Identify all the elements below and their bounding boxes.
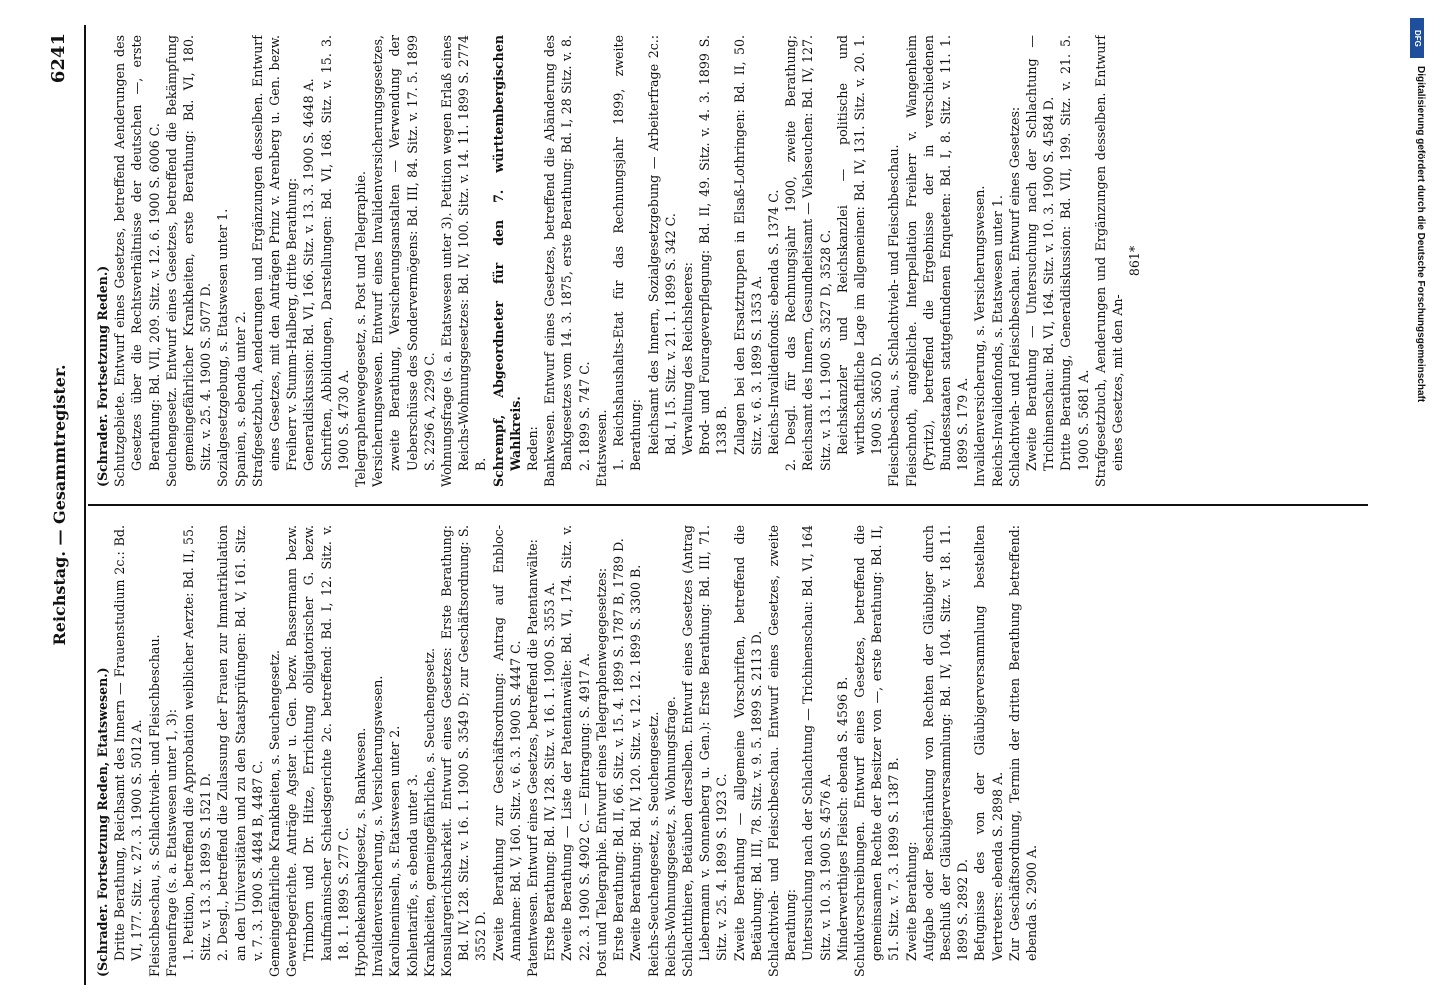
index-entry: 2. Desgl., betreffend die Zulassung der Frauen zur Immatrikulation an den Universitäten und zu den Staatsprüfungen: Bd. V, 161. Sitz. v. 7. 3. 1900 S. 4484 B, 4487 C. bbox=[215, 525, 265, 961]
side-credit bbox=[1408, 10, 1430, 990]
index-entry: Dritte Berathung, Reichsamt des Innern — Frauenstudium 2c.: Bd. VI, 177. Sitz. v. 27. 3. 1900 S. 5012 A. bbox=[112, 525, 145, 961]
index-entry: Erste Berathung: Bd. IV, 128. Sitz. v. 16. 1. 1900 S. 3553 A. bbox=[542, 582, 558, 961]
index-entry: Fleischnoth, angebliche. Interpellation Freiherr v. Wangenheim (Pyritz), betreffend die Ergebnisse der in verschiedenen Bundesstaaten stattgefundenen Enqueten: Bd. I, 8. Sitz. v. 11. 1. 1899 S. 179 A. bbox=[903, 35, 971, 487]
index-entry: Reichs-Wohnungsgesetz, s. Wohnungsfrage. bbox=[662, 696, 678, 977]
index-entry: Strafgesetzbuch, Aenderungen und Ergänzungen desselben. Entwurf eines Gesetzes, mit den Anträgen Prinz v. Arenberg u. Gen. bezw. Freiherr v. Stumm-Halberg, dritte Berathung: bbox=[249, 35, 300, 487]
index-entry: Zweite Berathung: Bd. IV, 120. Sitz. v. 12. 12. 1899 S. 3300 B. bbox=[628, 564, 644, 961]
index-entry: (Schrader. Fortsetzung Reden.) bbox=[95, 265, 110, 487]
index-entry: Erste Berathung: Bd. II, 66. Sitz. v. 15. 4. 1899 S. 1787 B, 1789 D. bbox=[611, 538, 627, 961]
index-entry: Post und Telegraphie. Entwurf eines Telegraphenwegegesetzes: bbox=[593, 567, 609, 977]
index-entry: Bankwesen. Entwurf eines Gesetzes, betreffend die Abänderung des Bankgesetzes vom 14. 3. 1875, erste Berathung: Bd. I, 28 Sitz. v. 8. 2. 1899 S. 747 C. bbox=[542, 35, 592, 487]
index-entry: Reichs-Invalidenfonds: ebenda S. 1374 C. bbox=[765, 189, 781, 455]
index-entry: Reichs-Seuchengesetz, s. Seuchengesetz. bbox=[645, 711, 661, 977]
index-entry: Frauenfrage (s. a. Etatswesen unter 1, 3): bbox=[163, 708, 179, 977]
index-entry: Verwaltung des Reichsheeres: bbox=[679, 262, 695, 455]
index-entry: Etatswesen. bbox=[593, 409, 609, 487]
index-entry: Telegraphenwegegesetz, s. Post und Telegraphie. bbox=[353, 171, 369, 487]
left-column bbox=[94, 525, 1364, 977]
index-entry: Schlachtthiere, Betäuben derselben. Entwurf eines Gesetzes (Antrag Liebermann v. Sonnenberg u. Gen.): Erste Berathung: Bd. III, 71. Sitz. v. 25. 4. 1899 S. 1923 C. bbox=[679, 525, 730, 977]
running-head: Reichstag. — Gesammtregister. bbox=[50, 364, 69, 646]
index-entry: Gewerbegerichte. Anträge Agster u. Gen. bezw. Bassermann bezw. Trimborn und Dr. Hitze, Errichtung obligatorischer G. bezw. kaufmännischer Schiedsgerichte 2c. betreffend: Bd. I, 12. Sitz. v. 18. 1. 1899 S. 277 C. bbox=[284, 525, 351, 977]
index-entry: Konsulargerichtsbarkeit. Entwurf eines Gesetzes: Erste Berathung: Bd. IV, 128. Sitz. v. 16. 1. 1900 S. 3549 D; zur Geschäftsordnung: S. 3552 D. bbox=[439, 525, 489, 977]
index-entry: Schuldverschreibungen. Entwurf eines Gesetzes, betreffend die gemeinsamen Rechte der Besitzer von —, erste Berathung: Bd. II, 51. Sitz. v. 7. 3. 1899 S. 1387 B. bbox=[851, 525, 902, 977]
index-entry: (Schrader. Fortsetzung Reden, Etatswesen.) bbox=[95, 667, 110, 977]
index-entry: Reichskanzler und Reichskanzlei — politische und wirthschaftliche Lage im allgemeinen: Bd. IV, 131. Sitz. v. 20. 1. 1900 S. 3650 D. bbox=[834, 35, 885, 455]
index-entry: 1. Reichshaushalts-Etat für das Rechnungsjahr 1899, zweite Berathung: bbox=[611, 35, 644, 471]
index-entry: Gemeingefährliche Krankheiten, s. Seuchengesetz. bbox=[267, 650, 283, 977]
index-entry: Strafgesetzbuch, Aenderungen und Ergänzungen desselben. Entwurf eines Gesetzes, mit den An- bbox=[1092, 35, 1125, 487]
digitization-credit: Digitalisierung gefördert durch die Deutsche Forschungsgemeinschaft bbox=[1415, 66, 1426, 403]
index-entry: Wohnungsfrage (s. a. Etatswesen unter 3). Petition wegen Erlaß eines Reichs-Wohnungsgesetzes: Bd. IV, 100. Sitz. v. 14. 11. 1899 S. 2774 B. bbox=[439, 35, 489, 487]
index-entry: Karolineninseln, s. Etatswesen unter 2. bbox=[387, 725, 403, 977]
index-entry: Spanien, s. ebenda unter 2. bbox=[232, 311, 248, 487]
index-entry: Fleischbeschau, s. Schlachtvieh- und Fleischbeschau. bbox=[886, 144, 902, 487]
index-entry: Patentwesen. Entwurf eines Gesetzes, betreffend die Patentanwälte: bbox=[525, 539, 541, 977]
index-entry: Schlachtvieh- und Fleischbeschau. Entwurf eines Gesetzes: bbox=[1006, 106, 1022, 487]
index-entry: Zur Geschäftsordnung, Termin der dritten Berathung betreffend: ebenda S. 2900 A. bbox=[1006, 525, 1039, 961]
index-entry: Zweite Berathung: bbox=[903, 841, 919, 961]
index-entry: Schriften, Abbildungen, Darstellungen: Bd. VI, 168. Sitz. v. 15. 3. 1900 S. 4730 A. bbox=[318, 35, 351, 471]
index-entry: Schrempf, Abgeordneter für den 7. württembergischen Wahlkreis. bbox=[490, 35, 523, 487]
index-entry: Zulagen bei den Ersatztruppen in Elsaß-Lothringen: Bd. II, 50. Sitz. v. 6. 3. 1899 S. 1353 A. bbox=[731, 35, 764, 455]
right-column bbox=[94, 35, 1364, 487]
index-entry: Generaldiskussion: Bd. VI, 166. Sitz. v. 13. 3. 1900 S. 4648 A. bbox=[301, 78, 317, 471]
index-entry: Krankheiten, gemeingefährliche, s. Seuchengesetz. bbox=[421, 648, 437, 977]
index-entry: Minderwerthiges Fleisch: ebenda S. 4596 B. bbox=[834, 676, 850, 961]
column-divider bbox=[88, 504, 1368, 506]
index-entry: Zweite Berathung — allgemeine Vorschriften, betreffend die Betäubung: Bd. III, 78. Sitz. v. 9. 5. 1899 S. 2113 D. bbox=[731, 525, 764, 961]
page-number: 6241 bbox=[48, 33, 69, 84]
index-entry: Kohlentarife, s. ebenda unter 3. bbox=[404, 774, 420, 977]
index-entry: Invalidenversicherung, s. Versicherungswesen. bbox=[370, 675, 386, 977]
index-entry: Aufgabe oder Beschränkung von Rechten der Gläubiger durch Beschluß der Gläubigerversammlung: Bd. IV, 104. Sitz. v. 18. 11. 1899 S. 2892 D. bbox=[920, 525, 971, 961]
index-entry: Brod- und Fourageverpflegung: Bd. II, 49. Sitz. v. 4. 3. 1899 S. 1338 B. bbox=[697, 35, 730, 455]
rotated-page-content bbox=[40, 25, 1380, 985]
index-entry: Befugnisse des von der Gläubigerversammlung bestellten Vertreters: ebenda S. 2898 A. bbox=[972, 525, 1005, 961]
page-header bbox=[40, 25, 80, 985]
index-entry: Invalidenversicherung, s. Versicherungswesen. bbox=[972, 185, 988, 487]
index-entry: 861* bbox=[1127, 245, 1143, 277]
index-entry: Hypothekenbankgesetz, s. Bankwesen. bbox=[353, 727, 369, 977]
index-entry: Zweite Berathung — Untersuchung nach der Schlachtung — Trichinenschau: Bd. VI, 164. Sitz. v. 10. 3. 1900 S. 4584 D. bbox=[1023, 35, 1057, 471]
index-entry: 1. Petition, betreffend die Approbation weiblicher Aerzte: Bd. II, 55. Sitz. v. 13. 3. 1899 S. 1521 D. bbox=[181, 525, 214, 961]
index-entry: Schlachtvieh- und Fleischbeschau. Entwurf eines Gesetzes, zweite Berathung: bbox=[765, 525, 799, 977]
index-entry: Reichs-Invalidenfonds, s. Etatswesen unter 1. bbox=[989, 195, 1005, 487]
index-entry: Schutzgebiete. Entwurf eines Gesetzes, betreffend Aenderungen des Gesetzes über die Rechtsverhältnisse der deutschen —, erste Berathung: Bd. VII, 209. Sitz. v. 12. 6. 1900 S. 6006 C. bbox=[112, 35, 162, 487]
header-rule bbox=[84, 25, 86, 985]
index-entry: Reichsamt des Innern, Sozialgesetzgebung — Arbeiterfrage 2c.: Bd. I, 15. Sitz. v. 21. 1. 1899 S. 342 C. bbox=[645, 35, 678, 455]
dfg-logo-icon: DFG bbox=[1410, 18, 1424, 58]
index-entry: Untersuchung nach der Schlachtung — Trichinenschau: Bd. VI, 164 Sitz. v. 10. 3. 1900 S. 4576 A. bbox=[800, 525, 833, 961]
index-entry: 2. Desgl. für das Rechnungsjahr 1900, zweite Berathung; Reichsamt des Innern, Gesundheitsamt — Viehseuchen: Bd. IV, 127. Sitz. v. 13. 1. 1900 S. 3527 D, 3528 C. bbox=[783, 35, 833, 471]
index-entry: Zweite Berathung zur Geschäftsordnung: Antrag auf Enbloc-Annahme: Bd. V, 160. Sitz. v. 6. 3. 1900 S. 4447 C. bbox=[490, 525, 523, 961]
index-entry: Reden: bbox=[525, 426, 541, 471]
index-entry: Sozialgesetzgebung, s. Etatswesen unter 1. bbox=[215, 208, 231, 487]
index-entry: Fleischbeschau, s. Schlachtvieh- und Fleischbeschau. bbox=[146, 634, 162, 977]
index-entry: Seuchengesetz. Entwurf eines Gesetzes, betreffend die Bekämpfung gemeingefährlicher Krankheiten, erste Berathung: Bd. VI, 180. Sitz. v. 25. 4. 1900 S. 5077 D. bbox=[163, 35, 214, 487]
index-entry: Dritte Berathung, Generaldiskussion: Bd. VII, 199. Sitz. v. 21. 5. 1900 S. 5681 A. bbox=[1058, 35, 1091, 471]
index-entry: Versicherungswesen. Entwurf eines Invalidenversicherungsgesetzes, zweite Berathung, Versicherungsanstalten — Verwendung der Ueberschüsse des Sondervermögens: Bd. III, 84. Sitz. v. 17. 5. 1899 S. 2296 A, 2299 C. bbox=[370, 35, 437, 487]
index-entry: Zweite Berathung — Liste der Patentanwälte: Bd. VI, 174. Sitz. v. 22. 3. 1900 S. 4902 C. — Eintragung: S. 4917 A. bbox=[559, 525, 592, 961]
